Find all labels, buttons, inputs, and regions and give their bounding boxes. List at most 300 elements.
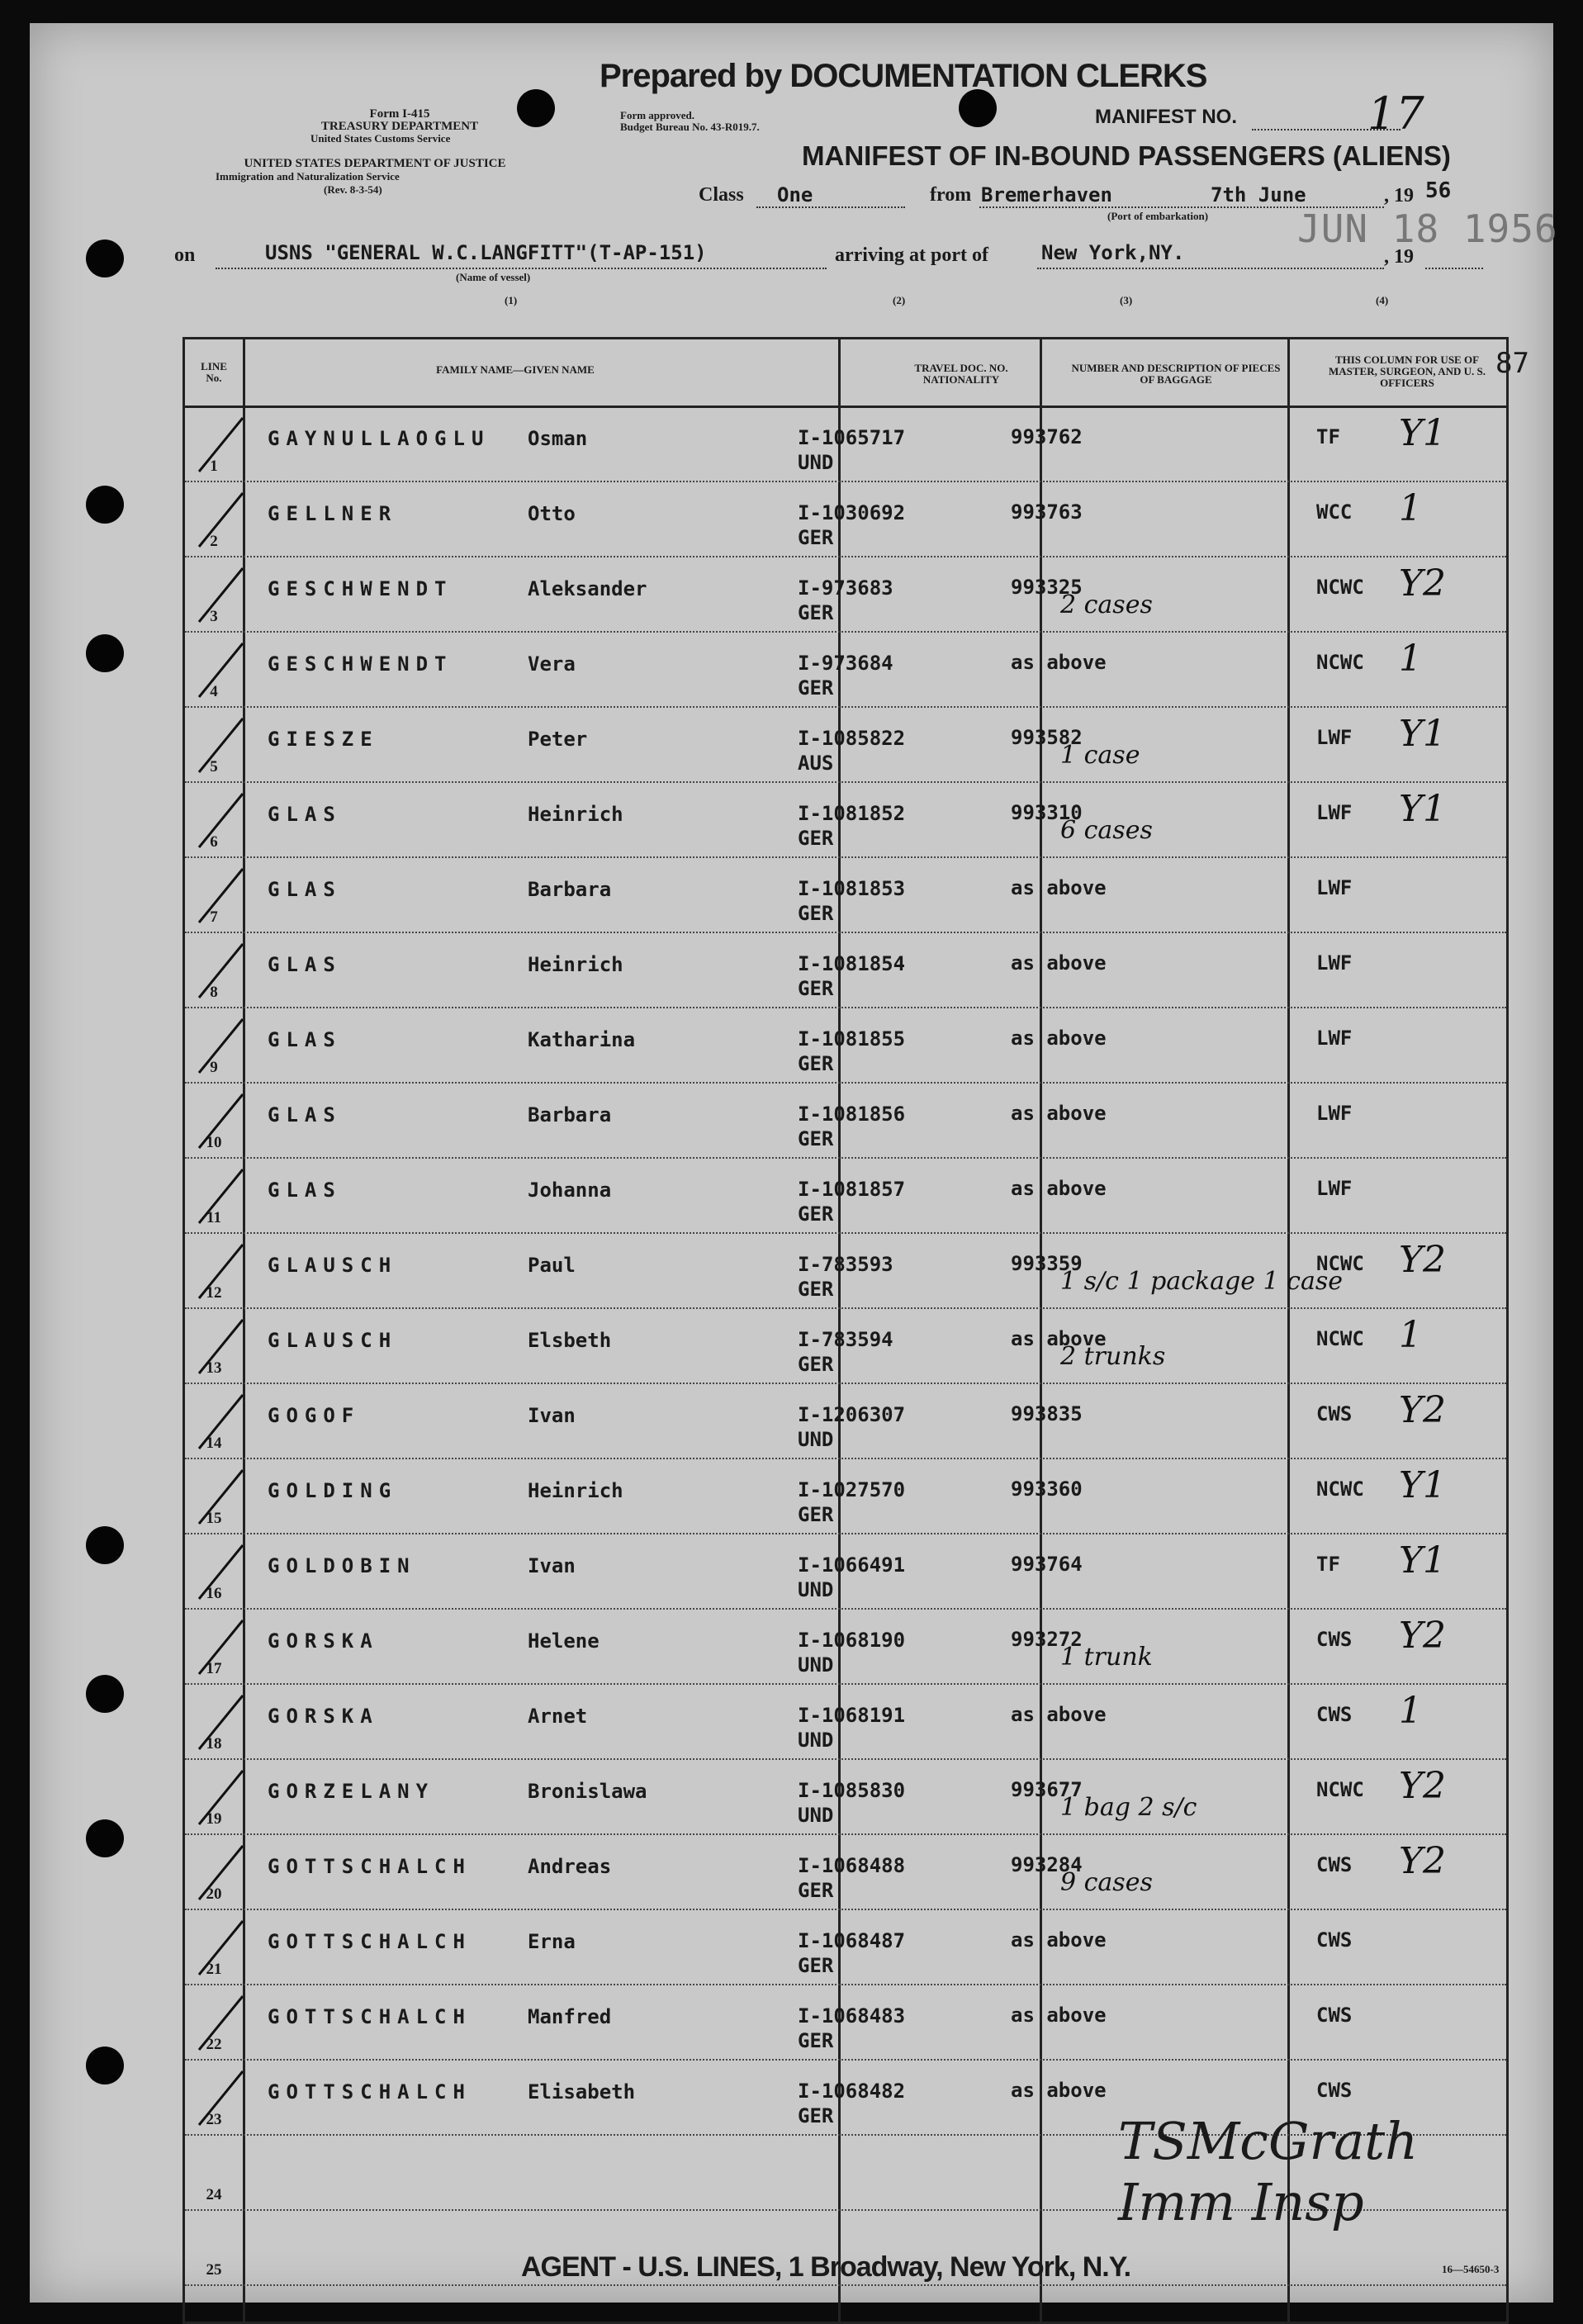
check-mark-icon bbox=[197, 790, 247, 856]
agent-footer: AGENT - U.S. LINES, 1 Broadway, New York, N.Y. bbox=[521, 2251, 1131, 2283]
check-mark-icon bbox=[197, 1842, 247, 1908]
travel-doc-header: TRAVEL DOC. NO. NATIONALITY bbox=[914, 362, 1008, 386]
sponsoring-agency: WCC bbox=[1316, 500, 1353, 524]
sponsoring-agency: CWS bbox=[1316, 1402, 1353, 1425]
given-name: Helene bbox=[528, 1629, 600, 1653]
officer-mark: Y2 bbox=[1399, 1765, 1447, 1807]
officer-mark: 1 bbox=[1399, 1690, 1422, 1732]
port-embark-caption: (Port of embarkation) bbox=[1107, 210, 1209, 222]
from-label: from bbox=[930, 184, 972, 206]
inspector-signature: TSMcGrath Imm Insp bbox=[1118, 2111, 1419, 2232]
line-number: 3 bbox=[210, 608, 218, 625]
line-number: 5 bbox=[210, 758, 218, 775]
travel-document bbox=[798, 1703, 905, 1752]
given-name: Bronislawa bbox=[528, 1780, 647, 1803]
baggage-number: as above bbox=[1011, 2004, 1107, 2027]
travel-document bbox=[798, 1102, 905, 1151]
family-name: GAYNULLAOGLU bbox=[268, 427, 491, 450]
check-mark-icon bbox=[197, 2067, 247, 2133]
table-row bbox=[185, 1608, 1506, 1685]
sponsoring-agency: LWF bbox=[1316, 1177, 1353, 1200]
port-of-embarkation: Bremerhaven bbox=[981, 183, 1112, 206]
travel-document bbox=[798, 1778, 905, 1828]
year-prefix: , 19 bbox=[1384, 185, 1414, 206]
table-row bbox=[185, 1383, 1506, 1459]
table-row bbox=[185, 481, 1506, 557]
family-name: GOLDING bbox=[268, 1479, 398, 1502]
table-row bbox=[185, 1533, 1506, 1610]
table-row bbox=[185, 1909, 1506, 1985]
officer-mark: Y2 bbox=[1399, 1840, 1447, 1882]
table-row bbox=[185, 1458, 1506, 1534]
travel-doc-number: I-1081852 bbox=[798, 802, 906, 825]
travel-doc-number: I-1206307 bbox=[798, 1403, 906, 1426]
given-name: Heinrich bbox=[528, 803, 623, 826]
check-mark-icon bbox=[197, 865, 247, 931]
table-row bbox=[185, 631, 1506, 708]
sponsoring-agency: TF bbox=[1316, 1553, 1340, 1576]
baggage-number: as above bbox=[1011, 1928, 1107, 1952]
baggage-header: NUMBER AND DESCRIPTION OF PIECES OF BAGGAGE bbox=[1071, 362, 1281, 386]
nationality: GER bbox=[798, 526, 834, 549]
line-number: 17 bbox=[206, 1660, 222, 1677]
nationality: AUS bbox=[798, 752, 834, 775]
check-mark-icon bbox=[197, 1917, 247, 1983]
sponsoring-agency: NCWC bbox=[1316, 1477, 1364, 1501]
travel-doc-number: I-973684 bbox=[798, 652, 893, 675]
table-row bbox=[185, 1082, 1506, 1159]
nationality: GER bbox=[798, 1202, 834, 1226]
family-name: GOGOF bbox=[268, 1404, 361, 1427]
manifest-number: 17 bbox=[1367, 88, 1424, 140]
given-name: Vera bbox=[528, 652, 576, 676]
table-row bbox=[185, 1007, 1506, 1084]
family-name: GLAS bbox=[268, 953, 342, 976]
family-name: GIESZE bbox=[268, 728, 379, 751]
baggage-number: as above bbox=[1011, 1177, 1107, 1200]
check-mark-icon bbox=[197, 1767, 247, 1833]
nationality: GER bbox=[798, 1879, 834, 1902]
travel-document bbox=[798, 2079, 905, 2128]
given-name: Arnet bbox=[528, 1705, 588, 1728]
budget-bureau: Budget Bureau No. 43-R019.7. bbox=[620, 121, 760, 133]
table-row bbox=[185, 406, 1506, 482]
baggage-number: 993359 bbox=[1011, 1252, 1083, 1275]
check-mark-icon bbox=[197, 1466, 247, 1532]
check-mark-icon bbox=[197, 1240, 247, 1307]
travel-doc-number: I-1068487 bbox=[798, 1929, 906, 1952]
line-number: 16 bbox=[206, 1585, 222, 1602]
travel-document bbox=[798, 651, 893, 700]
travel-document bbox=[798, 1027, 905, 1076]
baggage-number: 993272 bbox=[1011, 1628, 1083, 1651]
nationality: GER bbox=[798, 902, 834, 925]
table-row bbox=[185, 1984, 1506, 2061]
manifest-page bbox=[30, 23, 1558, 2303]
line-number: 14 bbox=[206, 1435, 222, 1452]
officer-mark: Y1 bbox=[1399, 713, 1447, 755]
given-name: Erna bbox=[528, 1930, 576, 1953]
line-number: 21 bbox=[206, 1961, 222, 1978]
given-name: Otto bbox=[528, 502, 576, 525]
baggage-handwritten-note: 9 cases bbox=[1060, 1868, 1153, 1897]
line-number: 12 bbox=[206, 1284, 222, 1302]
travel-document bbox=[798, 1402, 905, 1452]
baggage-number: 993677 bbox=[1011, 1778, 1083, 1801]
officer-mark: Y2 bbox=[1399, 1389, 1447, 1431]
table-header bbox=[185, 339, 1506, 408]
baggage-number: as above bbox=[1011, 876, 1107, 899]
given-name: Andreas bbox=[528, 1855, 612, 1878]
check-mark-icon bbox=[197, 639, 247, 705]
travel-doc-number: I-1068483 bbox=[798, 2004, 906, 2028]
arriving-label: arriving at port of bbox=[835, 244, 988, 266]
given-name: Katharina bbox=[528, 1028, 636, 1051]
nationality: GER bbox=[798, 2104, 834, 2127]
family-name: GLAS bbox=[268, 1103, 342, 1126]
travel-doc-number: I-1068482 bbox=[798, 2080, 906, 2103]
table-row bbox=[185, 1307, 1506, 1384]
name-header: FAMILY NAME—GIVEN NAME bbox=[436, 363, 595, 376]
family-name: GLAS bbox=[268, 1028, 342, 1051]
baggage-number: as above bbox=[1011, 651, 1107, 674]
sponsoring-agency: LWF bbox=[1316, 801, 1353, 824]
travel-document bbox=[798, 576, 893, 625]
table-row bbox=[185, 1833, 1506, 1910]
baggage-handwritten-note: 1 bag 2 s/c bbox=[1060, 1793, 1197, 1822]
officer-mark: 1 bbox=[1399, 487, 1422, 529]
check-mark-icon bbox=[197, 1316, 247, 1382]
travel-document bbox=[798, 500, 905, 550]
sponsoring-agency: CWS bbox=[1316, 1628, 1353, 1651]
family-name: GORZELANY bbox=[268, 1780, 435, 1803]
manifest-title: MANIFEST OF IN-BOUND PASSENGERS (ALIENS) bbox=[802, 140, 1451, 171]
binder-hole bbox=[86, 486, 124, 524]
check-mark-icon bbox=[197, 1391, 247, 1457]
given-name: Ivan bbox=[528, 1554, 576, 1577]
sponsoring-agency: NCWC bbox=[1316, 1327, 1364, 1350]
baggage-number: as above bbox=[1011, 2079, 1107, 2102]
prepared-by-title: Prepared by DOCUMENTATION CLERKS bbox=[600, 58, 1207, 94]
sponsoring-agency: CWS bbox=[1316, 1853, 1353, 1876]
check-mark-icon bbox=[197, 414, 247, 480]
travel-doc-number: I-1085830 bbox=[798, 1779, 906, 1802]
officer-mark: 1 bbox=[1399, 1314, 1422, 1356]
column-number-3: (3) bbox=[1120, 294, 1133, 306]
nationality: UND bbox=[798, 1729, 834, 1752]
check-mark-icon bbox=[197, 1691, 247, 1757]
check-mark-icon bbox=[197, 1165, 247, 1231]
on-label: on bbox=[174, 244, 196, 266]
table-row bbox=[185, 556, 1506, 633]
family-name: GLAUSCH bbox=[268, 1254, 398, 1277]
sponsoring-agency: CWS bbox=[1316, 2004, 1353, 2027]
travel-doc-number: I-1081856 bbox=[798, 1103, 906, 1126]
sponsoring-agency: LWF bbox=[1316, 1027, 1353, 1050]
table-row bbox=[185, 706, 1506, 783]
baggage-number: as above bbox=[1011, 1703, 1107, 1726]
family-name: GORSKA bbox=[268, 1629, 379, 1653]
sponsoring-agency: NCWC bbox=[1316, 1252, 1364, 1275]
form-approved: Form approved. bbox=[620, 109, 695, 121]
baggage-number: as above bbox=[1011, 1102, 1107, 1125]
baggage-number: 993764 bbox=[1011, 1553, 1083, 1576]
officer-mark: Y2 bbox=[1399, 562, 1447, 605]
line-number: 8 bbox=[210, 984, 218, 1001]
line-number: 10 bbox=[206, 1134, 222, 1151]
family-name: GLAS bbox=[268, 878, 342, 901]
family-name: GOTTSCHALCH bbox=[268, 1855, 472, 1878]
line-number: 2 bbox=[210, 533, 218, 550]
check-mark-icon bbox=[197, 940, 247, 1006]
family-name: GOTTSCHALCH bbox=[268, 2005, 472, 2028]
travel-document bbox=[798, 1327, 893, 1377]
check-mark-icon bbox=[197, 1015, 247, 1081]
vessel-caption: (Name of vessel) bbox=[456, 271, 531, 283]
table-row bbox=[185, 1758, 1506, 1835]
travel-doc-number: I-1066491 bbox=[798, 1553, 906, 1577]
check-mark-icon bbox=[197, 1090, 247, 1156]
given-name: Heinrich bbox=[528, 953, 623, 976]
line-number: 11 bbox=[206, 1209, 221, 1226]
travel-document bbox=[798, 2004, 905, 2053]
travel-doc-number: I-1027570 bbox=[798, 1478, 906, 1501]
sponsoring-agency: CWS bbox=[1316, 1703, 1353, 1726]
column-number-2: (2) bbox=[893, 294, 906, 306]
travel-document bbox=[798, 1477, 905, 1527]
passenger-table bbox=[182, 337, 1509, 2324]
line-number: 4 bbox=[210, 683, 218, 700]
officer-mark: Y2 bbox=[1399, 1239, 1447, 1281]
given-name: Osman bbox=[528, 427, 588, 450]
check-mark-icon bbox=[197, 564, 247, 630]
travel-document bbox=[798, 1177, 905, 1226]
class-value: One bbox=[777, 183, 813, 206]
line-number: 24 bbox=[206, 2186, 222, 2203]
given-name: Barbara bbox=[528, 1103, 612, 1126]
given-name: Heinrich bbox=[528, 1479, 623, 1502]
line-no-header: LINE No. bbox=[201, 360, 227, 384]
table-row bbox=[185, 932, 1506, 1008]
nationality: GER bbox=[798, 676, 834, 700]
baggage-number: 993763 bbox=[1011, 500, 1083, 524]
given-name: Manfred bbox=[528, 2005, 612, 2028]
line-number: 1 bbox=[210, 458, 218, 475]
line-number: 6 bbox=[210, 833, 218, 851]
family-name: GLAS bbox=[268, 803, 342, 826]
travel-doc-number: I-1065717 bbox=[798, 426, 906, 449]
nationality: UND bbox=[798, 1428, 834, 1451]
travel-document bbox=[798, 876, 905, 926]
line-number: 7 bbox=[210, 908, 218, 926]
form-revision: (Rev. 8-3-54) bbox=[324, 183, 382, 196]
ins-service: Immigration and Naturalization Service bbox=[216, 170, 400, 183]
nationality: UND bbox=[798, 1578, 834, 1601]
travel-doc-number: I-783593 bbox=[798, 1253, 893, 1276]
table-row bbox=[185, 781, 1506, 858]
travel-document bbox=[798, 726, 905, 775]
treasury-department: TREASURY DEPARTMENT bbox=[320, 120, 479, 133]
binder-hole bbox=[86, 2047, 124, 2084]
family-name: GOTTSCHALCH bbox=[268, 2080, 472, 2103]
sponsoring-agency: LWF bbox=[1316, 951, 1353, 975]
travel-doc-number: I-1068488 bbox=[798, 1854, 906, 1877]
nationality: GER bbox=[798, 601, 834, 624]
sponsoring-agency: NCWC bbox=[1316, 576, 1364, 599]
nationality: GER bbox=[798, 1503, 834, 1526]
receipt-date-stamp: JUN 18 1956 bbox=[1297, 206, 1558, 251]
nationality: UND bbox=[798, 1804, 834, 1827]
baggage-handwritten-note: 1 s/c 1 package 1 case bbox=[1060, 1267, 1343, 1296]
binder-hole bbox=[86, 1675, 124, 1713]
family-name: GESCHWENDT bbox=[268, 652, 453, 676]
family-name: GOTTSCHALCH bbox=[268, 1930, 472, 1953]
baggage-number: 993835 bbox=[1011, 1402, 1083, 1425]
binder-hole bbox=[86, 1526, 124, 1564]
sponsoring-agency: NCWC bbox=[1316, 1778, 1364, 1801]
nationality: GER bbox=[798, 1954, 834, 1977]
sponsoring-agency: CWS bbox=[1316, 1928, 1353, 1952]
officer-mark: Y2 bbox=[1399, 1615, 1447, 1657]
family-name: GORSKA bbox=[268, 1705, 379, 1728]
table-row bbox=[185, 1683, 1506, 1760]
travel-document bbox=[798, 1853, 905, 1903]
baggage-handwritten-note: 2 cases bbox=[1060, 590, 1153, 619]
table-row bbox=[185, 1232, 1506, 1309]
officer-mark: Y1 bbox=[1399, 412, 1447, 454]
line-number: 23 bbox=[206, 2111, 222, 2128]
nationality: GER bbox=[798, 1278, 834, 1301]
column-number-4: (4) bbox=[1376, 294, 1389, 306]
manifest-no-label: MANIFEST NO. bbox=[1095, 106, 1237, 128]
given-name: Aleksander bbox=[528, 577, 647, 600]
given-name: Peter bbox=[528, 728, 588, 751]
officers-header: THIS COLUMN FOR USE OF MASTER, SURGEON, AND U. S. OFFICERS bbox=[1329, 353, 1486, 389]
baggage-number: 993325 bbox=[1011, 576, 1083, 599]
travel-document bbox=[798, 1628, 905, 1677]
family-name: GLAS bbox=[268, 1179, 342, 1202]
customs-service: United States Customs Service bbox=[310, 132, 451, 145]
baggage-number: 993762 bbox=[1011, 425, 1083, 448]
sponsoring-agency: CWS bbox=[1316, 2079, 1353, 2102]
nationality: GER bbox=[798, 2029, 834, 2052]
check-mark-icon bbox=[197, 1992, 247, 2058]
travel-doc-number: I-1081857 bbox=[798, 1178, 906, 1201]
given-name: Paul bbox=[528, 1254, 576, 1277]
year-value: 56 bbox=[1425, 178, 1452, 203]
travel-doc-number: I-1030692 bbox=[798, 501, 906, 524]
travel-document bbox=[798, 1252, 893, 1302]
baggage-number: 993284 bbox=[1011, 1853, 1083, 1876]
baggage-handwritten-note: 1 trunk bbox=[1060, 1643, 1153, 1672]
nationality: GER bbox=[798, 1052, 834, 1075]
sponsoring-agency: LWF bbox=[1316, 726, 1353, 749]
given-name: Elisabeth bbox=[528, 2080, 636, 2103]
form-code: 16—54650-3 bbox=[1442, 2263, 1500, 2275]
family-name: GELLNER bbox=[268, 502, 398, 525]
travel-doc-number: I-1081853 bbox=[798, 877, 906, 900]
baggage-handwritten-note: 2 trunks bbox=[1060, 1342, 1166, 1371]
year2-prefix: , 19 bbox=[1384, 246, 1414, 268]
sponsoring-agency: LWF bbox=[1316, 1102, 1353, 1125]
given-name: Elsbeth bbox=[528, 1329, 612, 1352]
line-number: 19 bbox=[206, 1810, 222, 1828]
nationality: GER bbox=[798, 977, 834, 1000]
nationality: GER bbox=[798, 1353, 834, 1376]
travel-doc-number: I-783594 bbox=[798, 1328, 893, 1351]
travel-document bbox=[798, 1553, 905, 1602]
travel-document bbox=[798, 951, 905, 1001]
check-mark-icon bbox=[197, 714, 247, 780]
nationality: UND bbox=[798, 1653, 834, 1677]
family-name: GESCHWENDT bbox=[268, 577, 453, 600]
baggage-number: 993360 bbox=[1011, 1477, 1083, 1501]
travel-doc-number: I-1081855 bbox=[798, 1027, 906, 1051]
officer-mark: Y1 bbox=[1399, 1464, 1447, 1506]
table-row bbox=[185, 856, 1506, 933]
travel-document bbox=[798, 425, 905, 475]
nationality: GER bbox=[798, 827, 834, 850]
departure-date: 7th June bbox=[1211, 183, 1306, 206]
table-row bbox=[185, 1157, 1506, 1234]
nationality: GER bbox=[798, 1127, 834, 1150]
vessel-name: USNS "GENERAL W.C.LANGFITT"(T-AP-151) bbox=[265, 241, 707, 264]
officer-mark: Y1 bbox=[1399, 1539, 1447, 1582]
baggage-number: as above bbox=[1011, 1027, 1107, 1050]
travel-doc-number: I-973683 bbox=[798, 576, 893, 600]
sponsoring-agency: LWF bbox=[1316, 876, 1353, 899]
travel-document bbox=[798, 1928, 905, 1978]
department-of-justice: UNITED STATES DEPARTMENT OF JUSTICE bbox=[244, 157, 506, 170]
given-name: Johanna bbox=[528, 1179, 612, 1202]
officer-mark: Y1 bbox=[1399, 788, 1447, 830]
nationality: UND bbox=[798, 451, 834, 474]
baggage-handwritten-note: 6 cases bbox=[1060, 816, 1153, 845]
travel-doc-number: I-1081854 bbox=[798, 952, 906, 975]
baggage-handwritten-note: 1 case bbox=[1060, 741, 1140, 770]
given-name: Ivan bbox=[528, 1404, 576, 1427]
baggage-number: as above bbox=[1011, 951, 1107, 975]
arrival-port: New York,NY. bbox=[1041, 241, 1185, 264]
given-name: Barbara bbox=[528, 878, 612, 901]
binder-hole bbox=[86, 240, 124, 277]
baggage-number: as above bbox=[1011, 1327, 1107, 1350]
sponsoring-agency: NCWC bbox=[1316, 651, 1364, 674]
baggage-number: 993310 bbox=[1011, 801, 1083, 824]
sponsoring-agency: TF bbox=[1316, 425, 1340, 448]
travel-document bbox=[798, 801, 905, 851]
line-number: 25 bbox=[206, 2261, 222, 2279]
travel-doc-number: I-1085822 bbox=[798, 727, 906, 750]
baggage-number: 993582 bbox=[1011, 726, 1083, 749]
line-number: 15 bbox=[206, 1510, 222, 1527]
officer-mark: 1 bbox=[1399, 638, 1422, 680]
line-number: 9 bbox=[210, 1059, 218, 1076]
travel-doc-number: I-1068190 bbox=[798, 1629, 906, 1652]
line-number: 18 bbox=[206, 1735, 222, 1752]
line-number: 22 bbox=[206, 2036, 222, 2053]
page-number: 87 bbox=[1495, 347, 1529, 380]
travel-doc-number: I-1068191 bbox=[798, 1704, 906, 1727]
check-mark-icon bbox=[197, 1616, 247, 1682]
check-mark-icon bbox=[197, 489, 247, 555]
family-name: GOLDOBIN bbox=[268, 1554, 416, 1577]
check-mark-icon bbox=[197, 1541, 247, 1607]
form-number: Form I-415 bbox=[369, 107, 430, 121]
column-number-1: (1) bbox=[505, 294, 518, 306]
family-name: GLAUSCH bbox=[268, 1329, 398, 1352]
binder-hole bbox=[86, 634, 124, 672]
